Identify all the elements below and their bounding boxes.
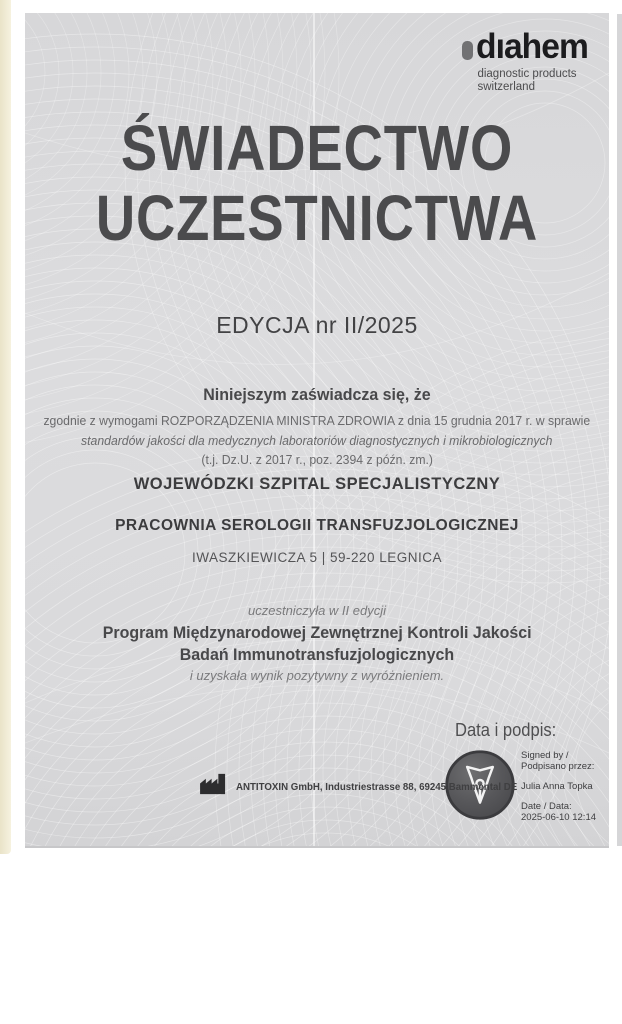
scan-left-edge: [0, 0, 11, 854]
scan-right-edge: [617, 14, 622, 846]
logo-wordmark: dıahem: [476, 27, 589, 66]
participation-result: i uzyskała wynik pozytywny z wyróżnieniem.: [189, 668, 445, 683]
manufacturer-factory-icon: [199, 771, 230, 796]
statement-intro: Niniejszym zaświadcza się, że: [203, 385, 431, 404]
participation-intro: uczestniczyła w II edycji: [248, 603, 386, 618]
participation-block: [25, 603, 609, 683]
manufacturer-footer: [199, 771, 526, 796]
recipient-block: [25, 475, 609, 565]
signature-date: Date / Data: 2025-06-10 12:14: [521, 801, 597, 823]
recipient-address: IWASZKIEWICZA 5 | 59-220 LEGNICA: [191, 550, 443, 565]
signer-name: Julia Anna Topka: [521, 781, 593, 792]
edition-label: EDYCJA nr II/2025: [216, 312, 418, 338]
manufacturer-text: ANTITOXIN GmbH, Industriestrasse 88, 69245 Bammental DE: [236, 782, 518, 793]
logo-brand-row: [462, 27, 593, 67]
statement-legal-line3: (t.j. Dz.U. z 2017 r., poz. 2394 z późn. zm.): [201, 452, 433, 467]
signature-label: Data i podpis:: [455, 720, 557, 740]
statement-legal-line1: zgodnie z wymogami ROZPORZĄDZENIA MINISTRA ZDROWIA z dnia 15 grudnia 2017 r. w sprawie: [43, 413, 591, 428]
statement-block: [25, 385, 609, 470]
diahem-logo: [462, 27, 593, 94]
logo-dot-icon: [462, 41, 473, 60]
recipient-organization: WOJEWÓDZKI SZPITAL SPECJALISTYCZNY: [133, 475, 501, 493]
signature-text-block: [521, 750, 609, 832]
statement-legal-line2: standardów jakości dla medycznych laboratoriów diagnostycznych i mikrobiologicznych: [81, 432, 553, 448]
certificate-page: [25, 13, 609, 848]
logo-tagline-line1: diagnostic products: [477, 68, 577, 80]
logo-tagline-line2: switzerland: [477, 81, 535, 93]
program-name: Program Międzynarodowej Zewnętrznej Kontroli Jakości Badań Immunotransfuzjologicznych: [102, 623, 532, 664]
signed-by-label: Signed by / Podpisano przez:: [521, 750, 595, 772]
recipient-department: PRACOWNIA SEROLOGII TRANSFUZJOLOGICZNEJ: [115, 517, 519, 534]
certificate-title: [25, 113, 609, 253]
certificate-title-line2: UCZESTNICTWA: [95, 182, 539, 254]
certificate-title-line1: ŚWIADECTWO: [120, 112, 514, 184]
logo-tagline: [477, 68, 593, 94]
